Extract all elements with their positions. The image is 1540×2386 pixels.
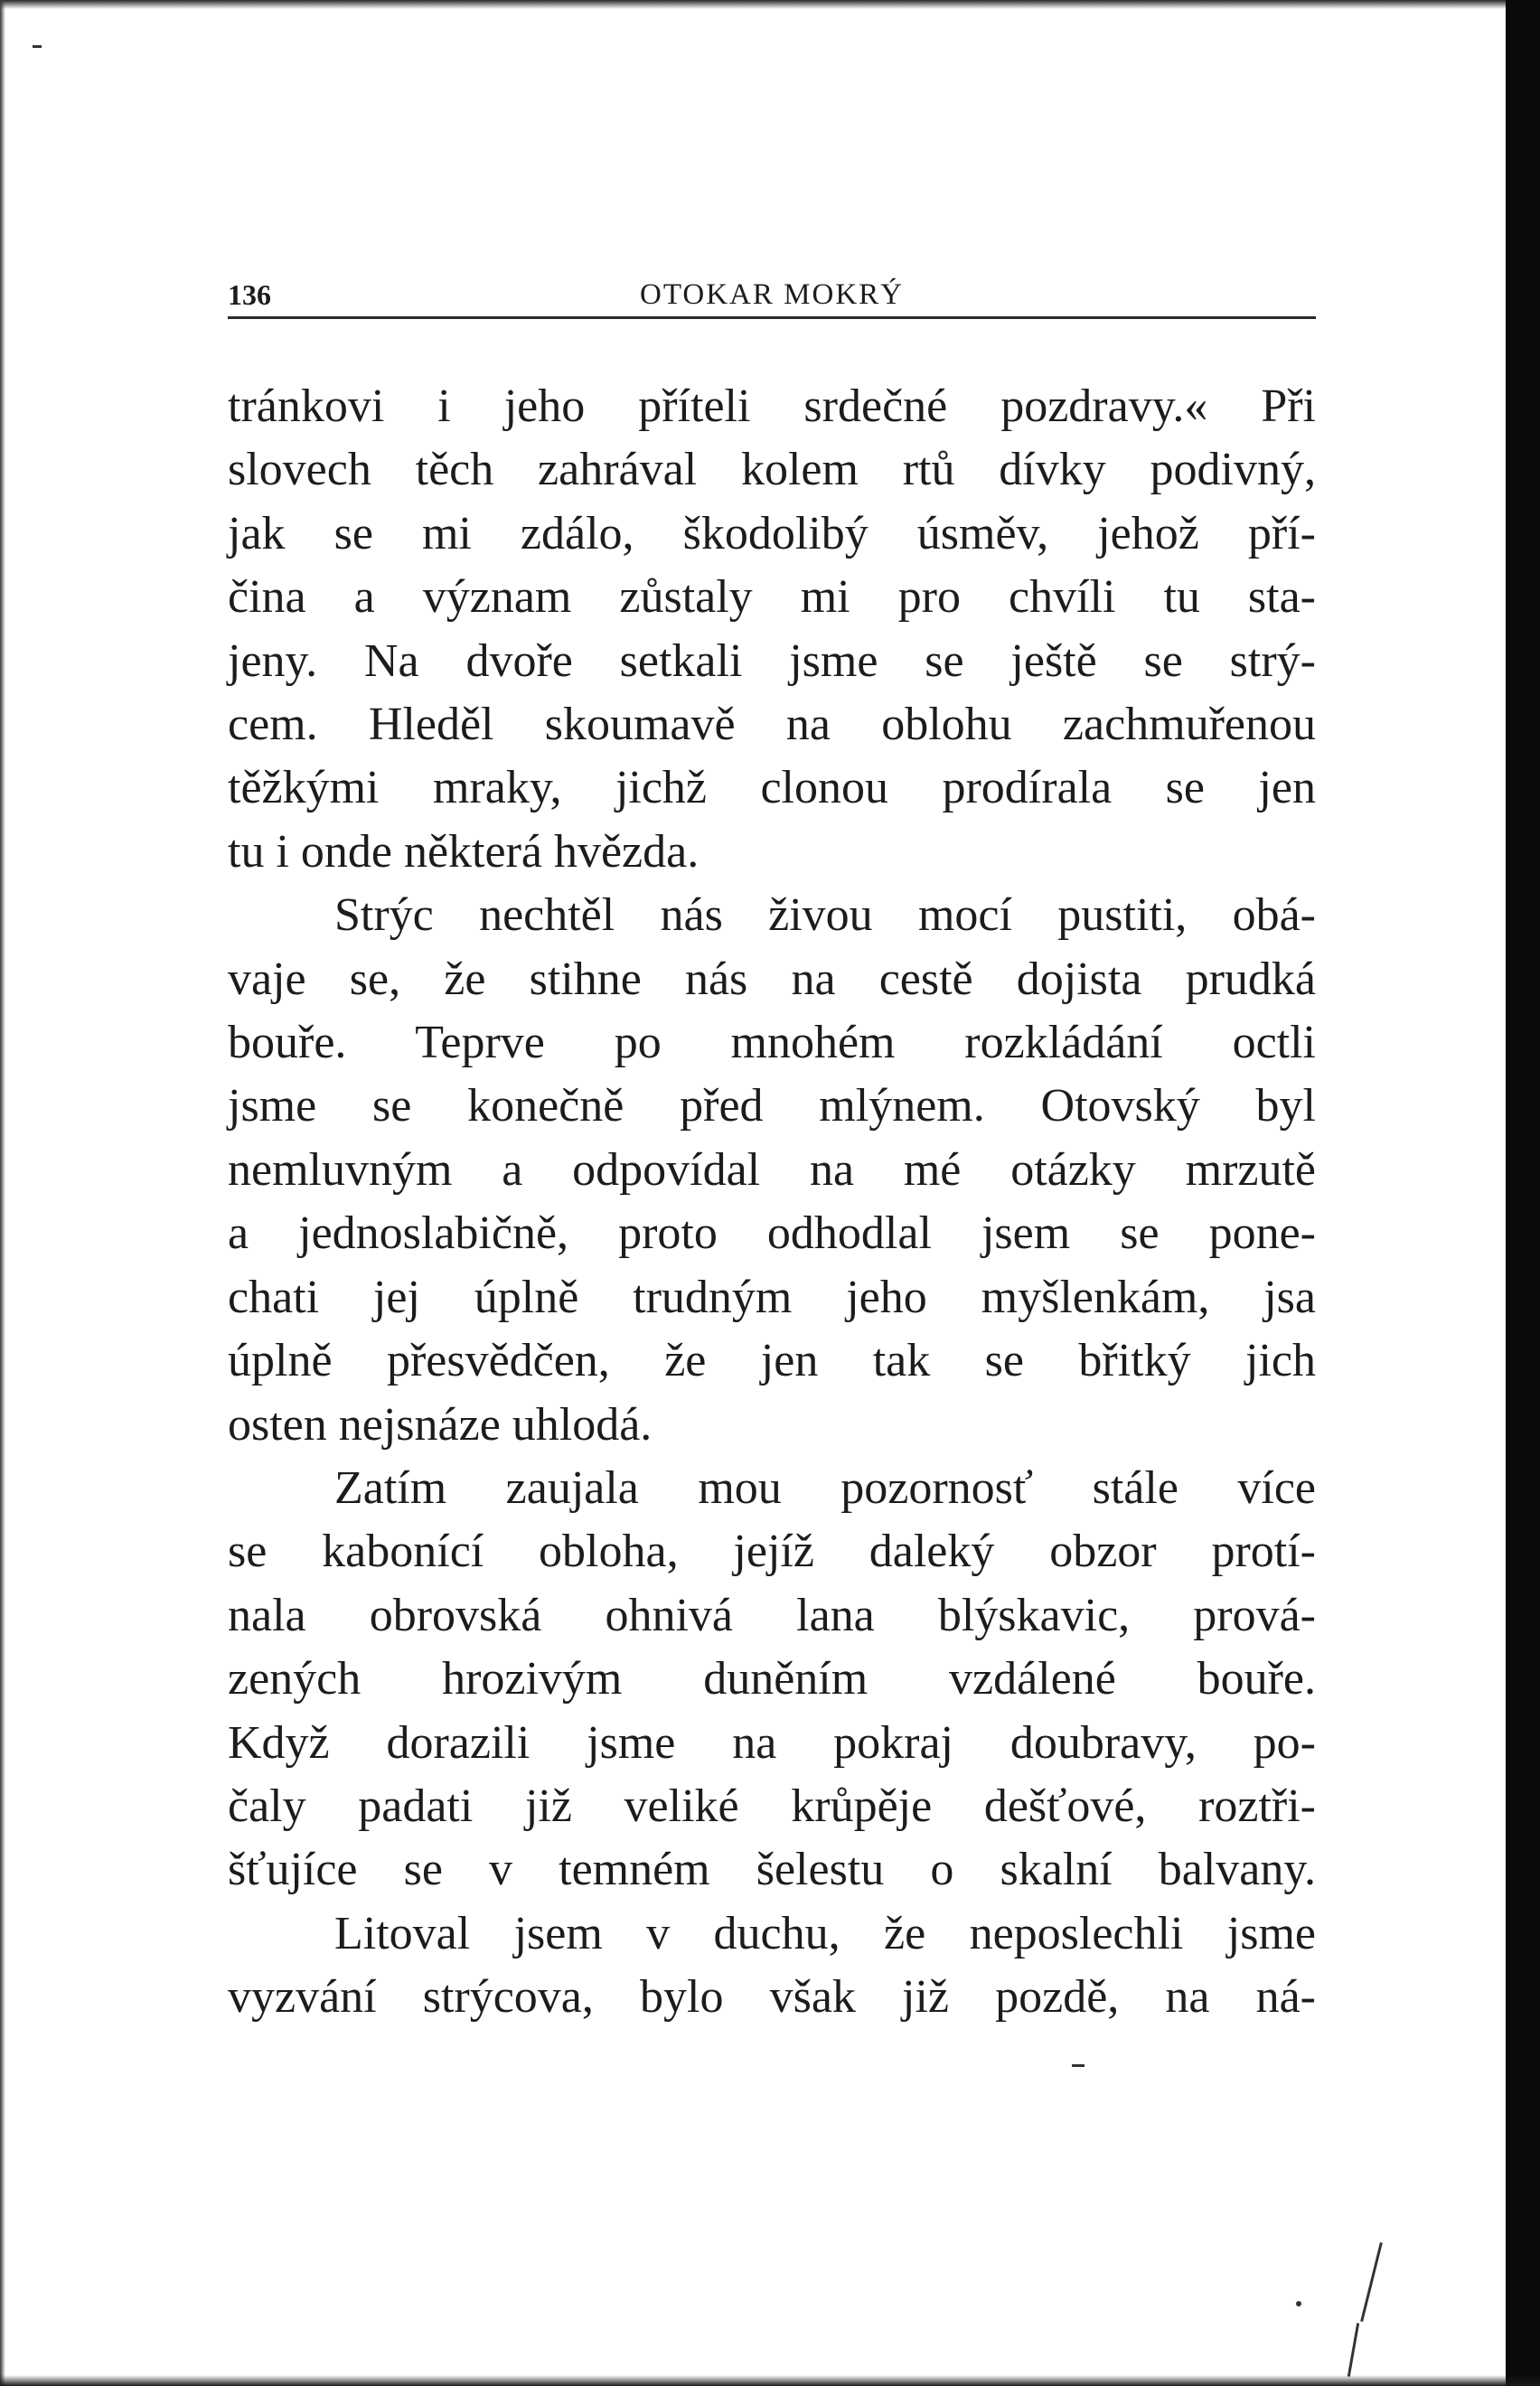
- text-line: bouře. Teprve po mnohém rozkládání octli: [228, 1017, 1316, 1069]
- scan-speck: [33, 45, 42, 48]
- text-line: tu i onde některá hvězda.: [228, 825, 700, 878]
- text-line: vaje se, že stihne nás na cestě dojista prudká: [228, 953, 1316, 1005]
- scan-border-bottom: [0, 2375, 1540, 2386]
- text-line: čina a význam zůstaly mi pro chvíli tu sta-: [228, 571, 1316, 624]
- text-line: Strýc nechtěl nás živou mocí pustiti, obá-: [334, 889, 1316, 942]
- text-line: nemluvným a odpovídal na mé otázky mrzutě: [228, 1143, 1316, 1196]
- text-line: jak se mi zdálo, škodolibý úsměv, jehož pří-: [228, 507, 1316, 559]
- text-line: osten nejsnáze uhlodá.: [228, 1398, 653, 1451]
- text-line: Když dorazili jsme na pokraj doubravy, po-: [228, 1716, 1316, 1769]
- text-line: cem. Hleděl skoumavě na oblohu zachmuřenou: [228, 699, 1316, 751]
- text-line: se kabonící obloha, jejíž daleký obzor protí-: [228, 1526, 1316, 1578]
- text-line: šťujíce se v temném šelestu o skalní balvany.: [228, 1844, 1316, 1896]
- body-text: [228, 375, 1316, 2030]
- book-page: [228, 262, 1316, 2030]
- scan-border-right: [1506, 0, 1540, 2386]
- scan-border-top: [0, 0, 1540, 9]
- text-line: tránkovi i jeho příteli srdečné pozdravy.« Při: [228, 380, 1316, 432]
- text-line: slovech těch zahrával kolem rtů dívky podivný,: [228, 444, 1316, 496]
- header-title: OTOKAR MOKRÝ: [640, 278, 904, 311]
- text-line: jeny. Na dvoře setkali jsme se ještě se strý-: [228, 634, 1316, 687]
- running-head: [228, 262, 1316, 319]
- text-line: úplně přesvědčen, že jen tak se břitký jich: [228, 1335, 1316, 1387]
- text-line: jsme se konečně před mlýnem. Otovský byl: [228, 1080, 1316, 1132]
- scan-speck: [1360, 2242, 1383, 2322]
- text-line: chati jej úplně trudným jeho myšlenkám, jsa: [228, 1271, 1316, 1323]
- scan-border-left: [0, 0, 5, 2386]
- page-number: 136: [228, 278, 271, 311]
- text-line: nala obrovská ohnivá lana blýskavic, prová-: [228, 1589, 1316, 1641]
- text-line: zených hrozivým duněním vzdálené bouře.: [228, 1653, 1316, 1705]
- text-line: vyzvání strýcova, bylo však již pozdě, na ná-: [228, 1971, 1316, 2024]
- text-line: Zatím zaujala mou pozornosť stále více: [334, 1461, 1316, 1514]
- scan-speck: [1296, 2301, 1301, 2306]
- scan-speck: [1348, 2323, 1359, 2377]
- text-line: a jednoslabičně, proto odhodlal jsem se pone-: [228, 1207, 1316, 1260]
- text-line: Litoval jsem v duchu, že neposlechli jsme: [334, 1907, 1316, 1959]
- scan-speck: [1072, 2064, 1085, 2067]
- text-line: těžkými mraky, jichž clonou prodírala se jen: [228, 762, 1316, 814]
- text-line: čaly padati již veliké krůpěje dešťové, roztři-: [228, 1780, 1316, 1832]
